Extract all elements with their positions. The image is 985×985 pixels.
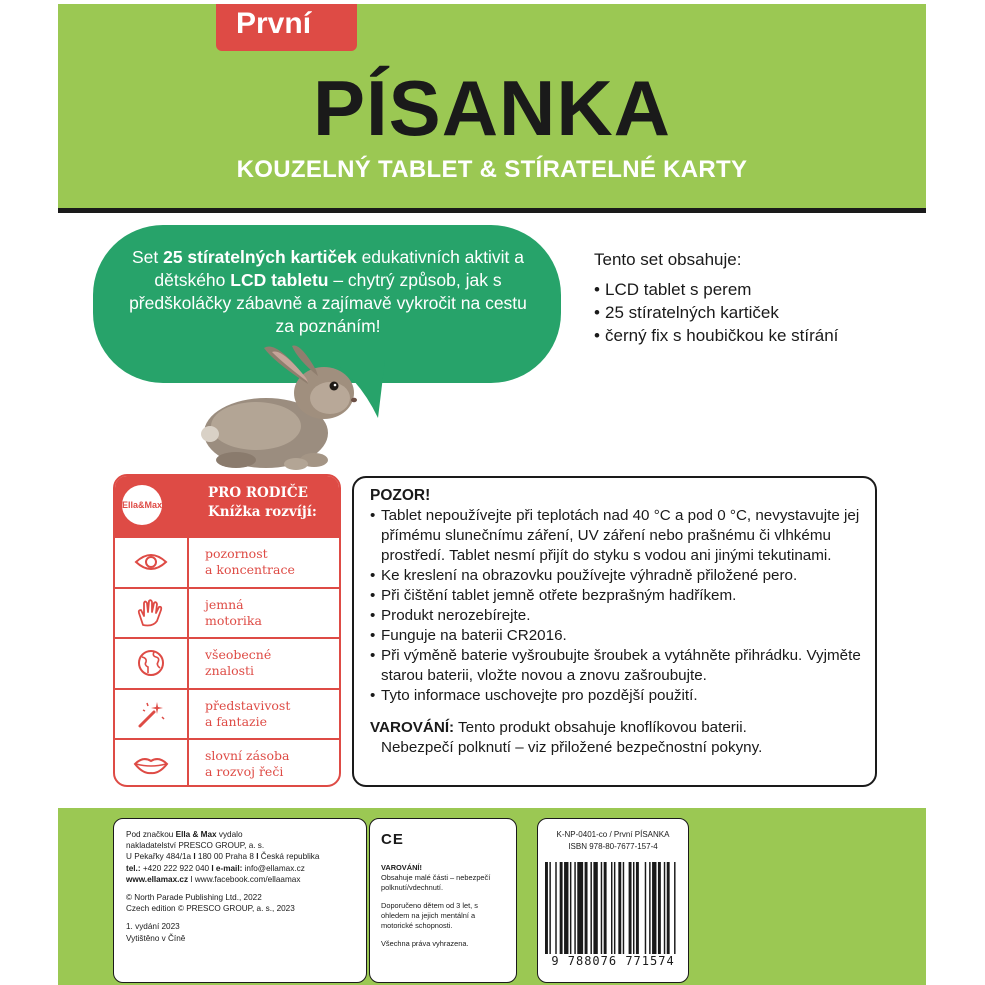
imprint-website: www.ellamax.cz <box>126 874 189 884</box>
skill-line: a rozvoj řeči <box>205 764 284 780</box>
speech-bubble-text <box>128 246 528 338</box>
parents-panel-title <box>208 484 317 522</box>
age-recommendation: Doporučeno dětem od 3 let, s ohledem na jejich mentální a motorické schopnosti. <box>381 901 478 930</box>
list-item: • Funguje na baterii CR2016. <box>370 626 861 646</box>
edition-line: 1. vydání 2023 <box>126 922 180 932</box>
imprint-brand: Ella & Max <box>175 830 217 839</box>
list-item: • Při výměně baterie vyšroubujte šroubek a vytáhněte přihrádku. Vyjměte starou baterii, vložte novou a znovu zašroubujte. <box>370 646 861 686</box>
imprint-email: info@ellamax.cz <box>242 863 305 873</box>
battery-warning-text: Nebezpečí polknutí – viz přiložené bezpečnostní pokyny. <box>381 739 763 756</box>
isbn: ISBN 978-80-7677-157-4 <box>568 842 658 851</box>
bubble-bold-tablet: LCD tabletu <box>230 270 329 290</box>
hand-icon <box>115 589 189 638</box>
skill-row <box>115 637 339 688</box>
list-item: • Tablet nepoužívejte při teplotách nad 40 °C a pod 0 °C, nevystavujte jej přímému slunečnímu záření, UV záření nebo prašnému či vlhkému prostředí. Tablet nesmí přijít do styku s vodou ani jinými tekutinami. <box>370 506 861 566</box>
imprint-text: U Pekařky 484/1a <box>126 852 194 862</box>
safety-warning-text: Obsahuje malé části – nebezpečí polknutí/vdechnutí. <box>381 873 491 892</box>
parents-panel-header <box>115 476 339 536</box>
imprint-facebook: I www.facebook.com/ellaamax <box>188 874 301 884</box>
warning-list <box>370 506 861 706</box>
brand-logo: Ella&Max <box>122 485 162 525</box>
set-contents-list <box>594 278 924 347</box>
safety-warning <box>381 863 508 893</box>
skill-line: znalosti <box>205 663 255 679</box>
skill-text <box>205 546 295 578</box>
imprint-text: 180 00 Praha 8 <box>195 852 257 862</box>
imprint-text: vydalo <box>216 830 243 839</box>
imprint-text: +420 222 922 040 <box>140 863 212 873</box>
publisher-imprint <box>113 818 367 983</box>
edition-line: Vytištěno v Číně <box>126 933 186 943</box>
battery-warning-text: Tento produkt obsahuje knoflíkovou baterii. <box>454 719 747 736</box>
skill-text <box>205 698 290 730</box>
skill-line: a fantazie <box>205 713 268 729</box>
header-divider <box>58 208 926 213</box>
imprint-text: Česká republika <box>258 852 320 862</box>
magic-wand-icon <box>115 690 189 739</box>
set-contents <box>594 248 924 347</box>
rabbit-image <box>196 338 366 478</box>
skill-row <box>115 738 339 787</box>
list-item: • Při čištění tablet jemně otřete bezprašným hadříkem. <box>370 586 861 606</box>
skill-line: slovní zásoba <box>205 748 290 764</box>
battery-warning <box>370 718 861 758</box>
skill-line: a koncentrace <box>205 562 295 577</box>
eye-icon <box>115 538 189 587</box>
imprint-label: tel.: <box>126 863 141 873</box>
imprint-label: I e-mail: <box>211 863 243 873</box>
parents-panel <box>113 474 341 787</box>
globe-icon <box>115 639 189 688</box>
product-title: PÍSANKA <box>312 64 672 152</box>
imprint-text: nakladatelství PRESCO GROUP, a. s. <box>126 841 265 851</box>
bubble-text-part: – chytrý způsob, jak s předškoláčky zábavně a zajímavě vykročit na cestu za poznáním! <box>129 270 527 336</box>
warning-box <box>352 476 877 787</box>
list-item: • Ke kreslení na obrazovku používejte výhradně přiložené pero. <box>370 566 861 586</box>
warning-heading: POZOR! <box>370 487 431 504</box>
skill-row <box>115 688 339 739</box>
skill-line: představivost <box>205 697 291 713</box>
list-item: • Produkt nerozebírejte. <box>370 606 861 626</box>
barcode-image <box>545 862 677 954</box>
list-item: • LCD tablet s perem <box>594 278 924 301</box>
lips-icon <box>115 740 189 787</box>
rights-reserved: Všechna práva vyhrazena. <box>381 939 469 948</box>
publisher-address <box>126 829 360 885</box>
edition <box>126 921 360 943</box>
list-item: • černý fix s houbičkou ke stírání <box>594 324 924 347</box>
product-subtitle: KOUZELNÝ TABLET & STÍRATELNÉ KARTY <box>236 156 748 183</box>
skill-line: motorika <box>205 612 262 628</box>
imprint-text: Pod značkou <box>126 830 176 839</box>
skill-line: pozornost <box>205 546 268 561</box>
battery-warning-label: VAROVÁNÍ: <box>370 719 455 736</box>
parents-title-line2: Knížka rozvíjí: <box>208 504 317 520</box>
skill-text <box>205 647 271 679</box>
list-item: • Tyto informace uschovejte pro pozdější použití. <box>370 686 861 706</box>
safety-warning-label: VAROVÁNÍ! <box>381 863 422 872</box>
list-item: • 25 stíratelných kartiček <box>594 301 924 324</box>
header-banner <box>58 4 926 208</box>
bubble-text-part: Set <box>131 247 164 267</box>
ce-mark: CE <box>381 831 404 848</box>
series-tag: První <box>216 4 357 51</box>
parents-title-line1: PRO RODIČE <box>208 485 308 501</box>
skill-text <box>205 597 262 629</box>
skill-line: všeobecné <box>205 647 272 663</box>
safety-box <box>369 818 517 983</box>
bubble-text-part: edukativních aktivit a dětského <box>154 247 525 290</box>
skill-line: jemná <box>205 596 244 612</box>
bubble-bold-cards: 25 stíratelných kartiček <box>163 247 357 267</box>
copyright <box>126 892 360 914</box>
product-code: K-NP-0401-co / První PÍSANKA <box>556 830 670 839</box>
skill-text <box>205 748 289 780</box>
imprint-separator: I <box>193 852 196 862</box>
skill-row <box>115 587 339 638</box>
imprint-separator: I <box>256 852 259 862</box>
barcode-number: 9 788076 771574 <box>551 954 675 968</box>
copyright-line: © North Parade Publishing Ltd., 2022 <box>126 893 262 903</box>
copyright-line: Czech edition © PRESCO GROUP, a. s., 2023 <box>126 904 295 914</box>
skill-row <box>115 536 339 587</box>
set-contents-heading: Tento set obsahuje: <box>594 250 742 269</box>
